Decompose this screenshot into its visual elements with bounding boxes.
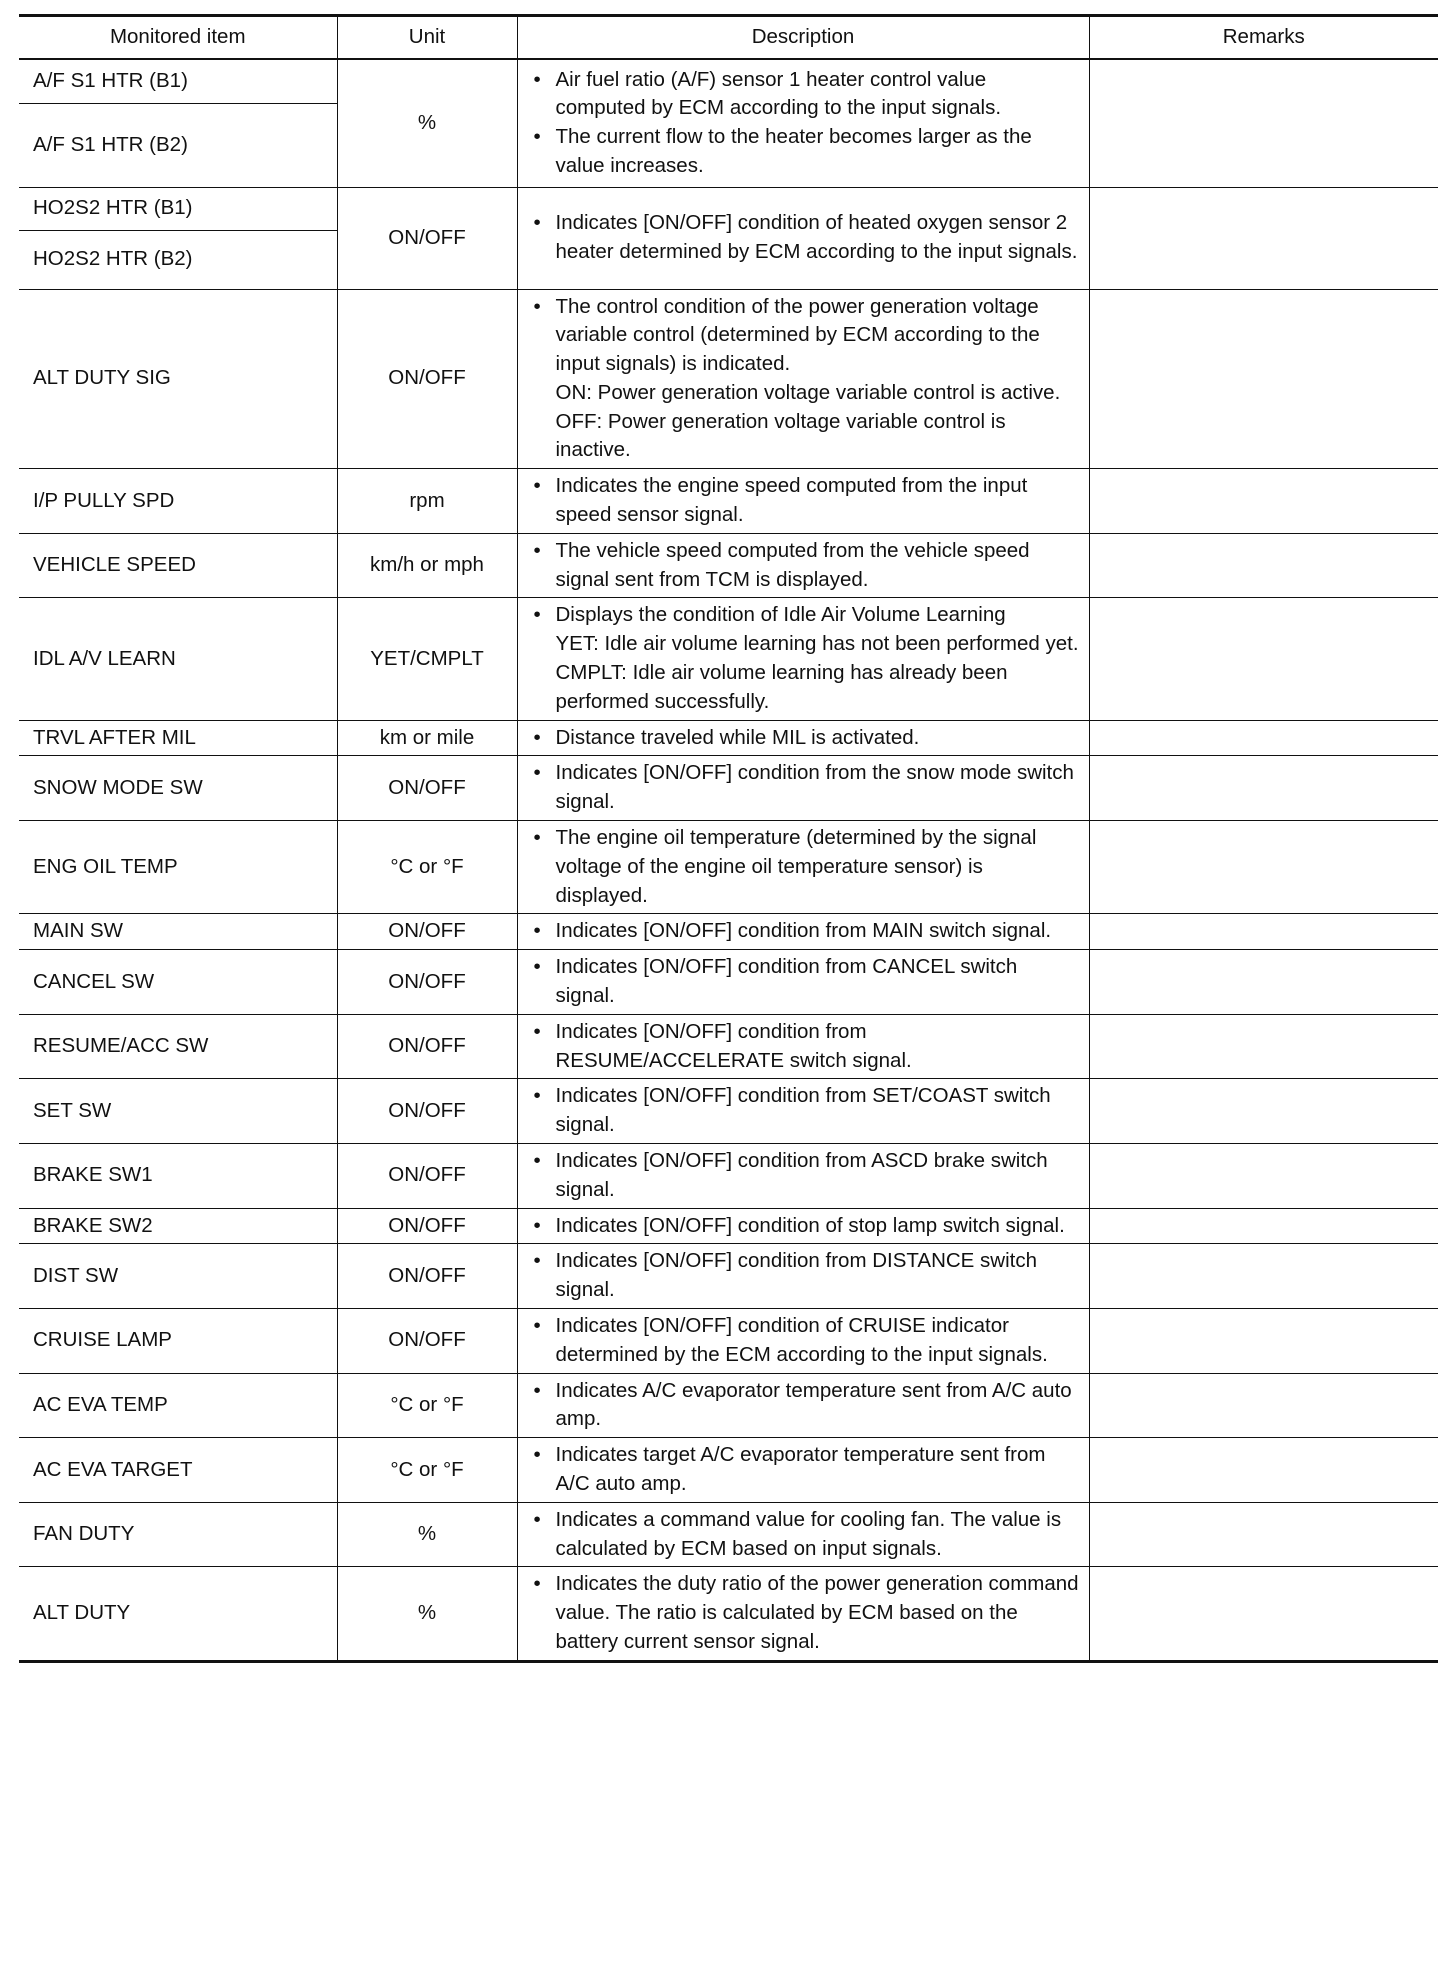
unit-cell: ON/OFF <box>337 950 517 1015</box>
unit-cell: ON/OFF <box>337 1144 517 1209</box>
table-row <box>19 1244 1438 1309</box>
table-row <box>19 950 1438 1015</box>
header-remarks: Remarks <box>1089 16 1438 60</box>
remarks-cell <box>1089 1014 1438 1079</box>
table-row <box>19 187 1438 230</box>
monitored-item-cell: ALT DUTY SIG <box>19 289 337 469</box>
table-row <box>19 1373 1438 1438</box>
monitored-item-cell: MAIN SW <box>19 914 337 950</box>
unit-cell: °C or °F <box>337 821 517 914</box>
description-bullet: • Indicates [ON/OFF] condition from DISTANCE switch signal. <box>530 1247 1081 1305</box>
remarks-cell <box>1089 1438 1438 1503</box>
unit-cell: °C or °F <box>337 1438 517 1503</box>
description-cell <box>517 1373 1089 1438</box>
remarks-cell <box>1089 756 1438 821</box>
description-cell <box>517 289 1089 469</box>
header-unit: Unit <box>337 16 517 60</box>
remarks-cell <box>1089 1244 1438 1309</box>
description-bullet: • Indicates [ON/OFF] condition from CANCEL switch signal. <box>530 953 1081 1011</box>
remarks-cell <box>1089 1208 1438 1244</box>
monitored-item-cell: ENG OIL TEMP <box>19 821 337 914</box>
table-row <box>19 1502 1438 1567</box>
description-cell <box>517 1144 1089 1209</box>
description-cell <box>517 1014 1089 1079</box>
monitored-item-cell: CANCEL SW <box>19 950 337 1015</box>
description-bullet: • Indicates [ON/OFF] condition from the snow mode switch signal. <box>530 759 1081 817</box>
table-row <box>19 821 1438 914</box>
header-row <box>19 16 1438 60</box>
description-cell <box>517 1567 1089 1661</box>
table-row <box>19 1438 1438 1503</box>
unit-cell: ON/OFF <box>337 289 517 469</box>
remarks-cell <box>1089 1079 1438 1144</box>
description-bullet: • Indicates [ON/OFF] condition from SET/COAST switch signal. <box>530 1082 1081 1140</box>
description-bullet: • Indicates the engine speed computed from the input speed sensor signal. <box>530 472 1081 530</box>
unit-cell: ON/OFF <box>337 1244 517 1309</box>
description-cell <box>517 533 1089 598</box>
description-bullet: • Displays the condition of Idle Air Volume Learning <box>530 601 1081 630</box>
remarks-cell <box>1089 533 1438 598</box>
table-body <box>19 59 1438 1661</box>
description-bullet: • Indicates the duty ratio of the power generation command value. The ratio is calculated by ECM based on the battery current sensor signal. <box>530 1570 1081 1656</box>
description-cell <box>517 1244 1089 1309</box>
remarks-cell <box>1089 720 1438 756</box>
description-bullet: • The control condition of the power generation voltage variable control (determined by ECM according to the input signals) is indicated. <box>530 293 1081 379</box>
remarks-cell <box>1089 59 1438 187</box>
remarks-cell <box>1089 1144 1438 1209</box>
monitored-item-cell: HO2S2 HTR (B1) <box>19 187 337 230</box>
remarks-cell <box>1089 1567 1438 1661</box>
monitored-item-cell: SNOW MODE SW <box>19 756 337 821</box>
description-continuation: OFF: Power generation voltage variable control is inactive. <box>555 409 1006 462</box>
unit-cell: ON/OFF <box>337 1208 517 1244</box>
description-bullet: • Indicates [ON/OFF] condition from RESUME/ACCELERATE switch signal. <box>530 1018 1081 1076</box>
monitored-item-cell: AC EVA TEMP <box>19 1373 337 1438</box>
monitored-item-cell: CRUISE LAMP <box>19 1309 337 1374</box>
description-continuation: ON: Power generation voltage variable control is active. <box>555 380 1061 404</box>
table-row <box>19 914 1438 950</box>
description-cell <box>517 821 1089 914</box>
monitored-item-cell: A/F S1 HTR (B1) <box>19 59 337 103</box>
description-bullet: • Indicates [ON/OFF] condition of CRUISE indicator determined by the ECM according to the input signals. <box>530 1312 1081 1370</box>
description-cell <box>517 1309 1089 1374</box>
monitored-item-cell: A/F S1 HTR (B2) <box>19 103 337 187</box>
description-bullet: • Indicates [ON/OFF] condition of heated oxygen sensor 2 heater determined by ECM according to the input signals. <box>530 209 1081 267</box>
description-cell <box>517 914 1089 950</box>
unit-cell: rpm <box>337 469 517 534</box>
monitored-item-cell: ALT DUTY <box>19 1567 337 1661</box>
table-row <box>19 1079 1438 1144</box>
monitored-item-cell: I/P PULLY SPD <box>19 469 337 534</box>
header-description: Description <box>517 16 1089 60</box>
description-bullet: • Indicates [ON/OFF] condition of stop lamp switch signal. <box>530 1212 1081 1241</box>
monitored-item-cell: AC EVA TARGET <box>19 1438 337 1503</box>
description-bullet: • Indicates a command value for cooling fan. The value is calculated by ECM based on input signals. <box>530 1506 1081 1564</box>
remarks-cell <box>1089 289 1438 469</box>
description-bullet: • The vehicle speed computed from the vehicle speed signal sent from TCM is displayed. <box>530 537 1081 595</box>
unit-cell: km/h or mph <box>337 533 517 598</box>
remarks-cell <box>1089 1502 1438 1567</box>
description-bullet: • Indicates [ON/OFF] condition from MAIN switch signal. <box>530 917 1081 946</box>
table-row <box>19 756 1438 821</box>
table-row <box>19 1144 1438 1209</box>
remarks-cell <box>1089 187 1438 289</box>
description-continuation: YET: Idle air volume learning has not been performed yet. <box>555 632 1079 656</box>
table-row <box>19 1309 1438 1374</box>
monitored-item-cell: FAN DUTY <box>19 1502 337 1567</box>
monitored-item-cell: SET SW <box>19 1079 337 1144</box>
remarks-cell <box>1089 821 1438 914</box>
description-cell <box>517 720 1089 756</box>
monitored-item-cell: RESUME/ACC SW <box>19 1014 337 1079</box>
description-cell <box>517 1208 1089 1244</box>
description-cell <box>517 1502 1089 1567</box>
unit-cell: km or mile <box>337 720 517 756</box>
unit-cell: ON/OFF <box>337 1014 517 1079</box>
description-bullet: • Air fuel ratio (A/F) sensor 1 heater control value computed by ECM according to the input signals. <box>530 66 1081 124</box>
unit-cell: ON/OFF <box>337 914 517 950</box>
monitored-item-cell: TRVL AFTER MIL <box>19 720 337 756</box>
unit-cell: ON/OFF <box>337 756 517 821</box>
table-row <box>19 469 1438 534</box>
remarks-cell <box>1089 1309 1438 1374</box>
remarks-cell <box>1089 598 1438 720</box>
description-bullet: • The engine oil temperature (determined by the signal voltage of the engine oil temperature sensor) is displayed. <box>530 824 1081 910</box>
description-cell <box>517 1438 1089 1503</box>
unit-cell: % <box>337 1567 517 1661</box>
unit-cell: % <box>337 1502 517 1567</box>
unit-cell: YET/CMPLT <box>337 598 517 720</box>
table-row <box>19 1567 1438 1661</box>
table-row <box>19 598 1438 720</box>
description-cell <box>517 469 1089 534</box>
table-row <box>19 59 1438 103</box>
unit-cell: ON/OFF <box>337 1079 517 1144</box>
unit-cell: % <box>337 59 517 187</box>
description-cell <box>517 1079 1089 1144</box>
remarks-cell <box>1089 950 1438 1015</box>
description-cell <box>517 598 1089 720</box>
monitored-item-cell: BRAKE SW1 <box>19 1144 337 1209</box>
remarks-cell <box>1089 1373 1438 1438</box>
monitored-item-cell: BRAKE SW2 <box>19 1208 337 1244</box>
table-row <box>19 533 1438 598</box>
unit-cell: °C or °F <box>337 1373 517 1438</box>
monitored-item-cell: IDL A/V LEARN <box>19 598 337 720</box>
remarks-cell <box>1089 469 1438 534</box>
monitored-item-cell: DIST SW <box>19 1244 337 1309</box>
description-cell <box>517 59 1089 187</box>
table-row <box>19 1014 1438 1079</box>
description-bullet: • The current flow to the heater becomes larger as the value increases. <box>530 123 1081 181</box>
monitored-item-cell: HO2S2 HTR (B2) <box>19 230 337 289</box>
unit-cell: ON/OFF <box>337 1309 517 1374</box>
description-bullet: • Distance traveled while MIL is activated. <box>530 724 1081 753</box>
description-cell <box>517 187 1089 289</box>
table-row <box>19 1208 1438 1244</box>
table-row <box>19 720 1438 756</box>
description-bullet: • Indicates A/C evaporator temperature sent from A/C auto amp. <box>530 1377 1081 1435</box>
header-monitored-item: Monitored item <box>19 16 337 60</box>
description-continuation: CMPLT: Idle air volume learning has already been performed successfully. <box>555 661 1008 713</box>
description-cell <box>517 950 1089 1015</box>
unit-cell: ON/OFF <box>337 187 517 289</box>
description-bullet: • Indicates target A/C evaporator temperature sent from A/C auto amp. <box>530 1441 1081 1499</box>
monitor-items-table <box>19 14 1438 1663</box>
description-bullet: • Indicates [ON/OFF] condition from ASCD brake switch signal. <box>530 1147 1081 1205</box>
table-row <box>19 289 1438 469</box>
monitored-item-cell: VEHICLE SPEED <box>19 533 337 598</box>
description-cell <box>517 756 1089 821</box>
remarks-cell <box>1089 914 1438 950</box>
